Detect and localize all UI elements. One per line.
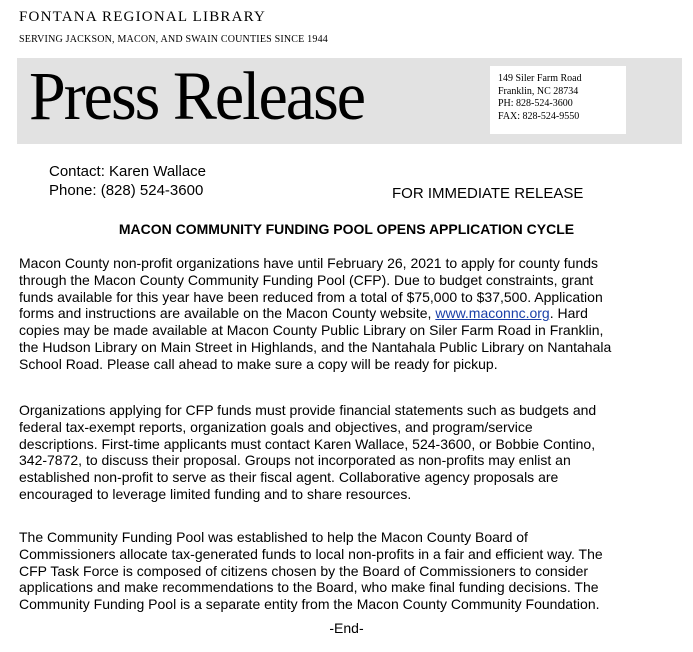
body-paragraph-3 [19, 529, 683, 613]
body-paragraph-2 [19, 402, 683, 503]
paragraph-line: established non-profit to serve as their fiscal agent. Collaborative agency proposals are [19, 469, 559, 486]
paragraph-line: federal tax-exempt reports, organization goals and objectives, and program/service [19, 418, 533, 435]
paragraph-line: CFP Task Force is composed of citizens chosen by the Board of Commissioners to consider [19, 562, 589, 579]
contact-name: Contact: Karen Wallace [49, 163, 207, 180]
org-name: FONTANA REGIONAL LIBRARY [19, 9, 267, 25]
paragraph-line: The Community Funding Pool was established to help the Macon County Board of [19, 529, 528, 545]
address-box [490, 66, 626, 134]
paragraph-line: Community Funding Pool is a separate entity from the Macon County Community Foundation. [19, 596, 600, 613]
paragraph-line: Commissioners allocate tax-generated funds to local non-profits in a fair and efficient way. The [19, 545, 603, 562]
paragraph-line: Macon County non-profit organizations have until February 26, 2021 to apply for county funds [19, 255, 599, 271]
paragraph-line: applications and make recommendations to the Board, who make final funding decisions. The [19, 579, 599, 596]
body-paragraph-1 [19, 255, 683, 373]
line-text: . Hard [549, 305, 588, 322]
address-fax: FAX: 828-524-9550 [498, 110, 580, 122]
paragraph-line: funds available for this year have been reduced from a total of $75,000 to $37,500. Application [19, 288, 603, 305]
paragraph-line: descriptions. First-time applicants must contact Karen Wallace, 524-3600, or Bobbie Contino, [19, 435, 596, 452]
paragraph-line: School Road. Please call ahead to make sure a copy will be ready for pickup. [19, 355, 498, 372]
end-mark: -End- [329, 620, 364, 636]
org-tagline: SERVING JACKSON, MACON, AND SWAIN COUNTIES SINCE 1944 [19, 34, 328, 45]
paragraph-line: encouraged to leverage limited funding and to share resources. [19, 485, 412, 502]
line-text: forms and instructions are available on the Macon County website, [19, 305, 436, 322]
contact-phone: Phone: (828) 524-3600 [49, 182, 204, 199]
paragraph-line: through the Macon County Community Funding Pool (CFP). Due to budget constraints, grant [19, 271, 594, 288]
address-city: Franklin, NC 28734 [498, 85, 579, 97]
banner-title: Press Release [29, 58, 365, 135]
release-status: FOR IMMEDIATE RELEASE [392, 185, 584, 202]
paragraph-line [19, 305, 683, 322]
address-street: 149 Siler Farm Road [498, 73, 582, 84]
paragraph-line: 342-7872, to discuss their proposal. Groups not incorporated as non-profits may enlist an [19, 452, 571, 469]
paragraph-line: the Hudson Library on Main Street in Highlands, and the Nantahala Public Library on Nantahala [19, 338, 612, 355]
headline: MACON COMMUNITY FUNDING POOL OPENS APPLICATION CYCLE [118, 221, 575, 237]
paragraph-line: Organizations applying for CFP funds must provide financial statements such as budgets and [19, 402, 597, 418]
contact-block [49, 162, 206, 200]
paragraph-line: copies may be made available at Macon County Public Library on Siler Farm Road in Franklin, [19, 322, 604, 339]
website-link[interactable]: www.maconnc.org [435, 305, 550, 322]
address-phone: PH: 828-524-3600 [498, 98, 573, 110]
press-release-banner [17, 58, 682, 144]
